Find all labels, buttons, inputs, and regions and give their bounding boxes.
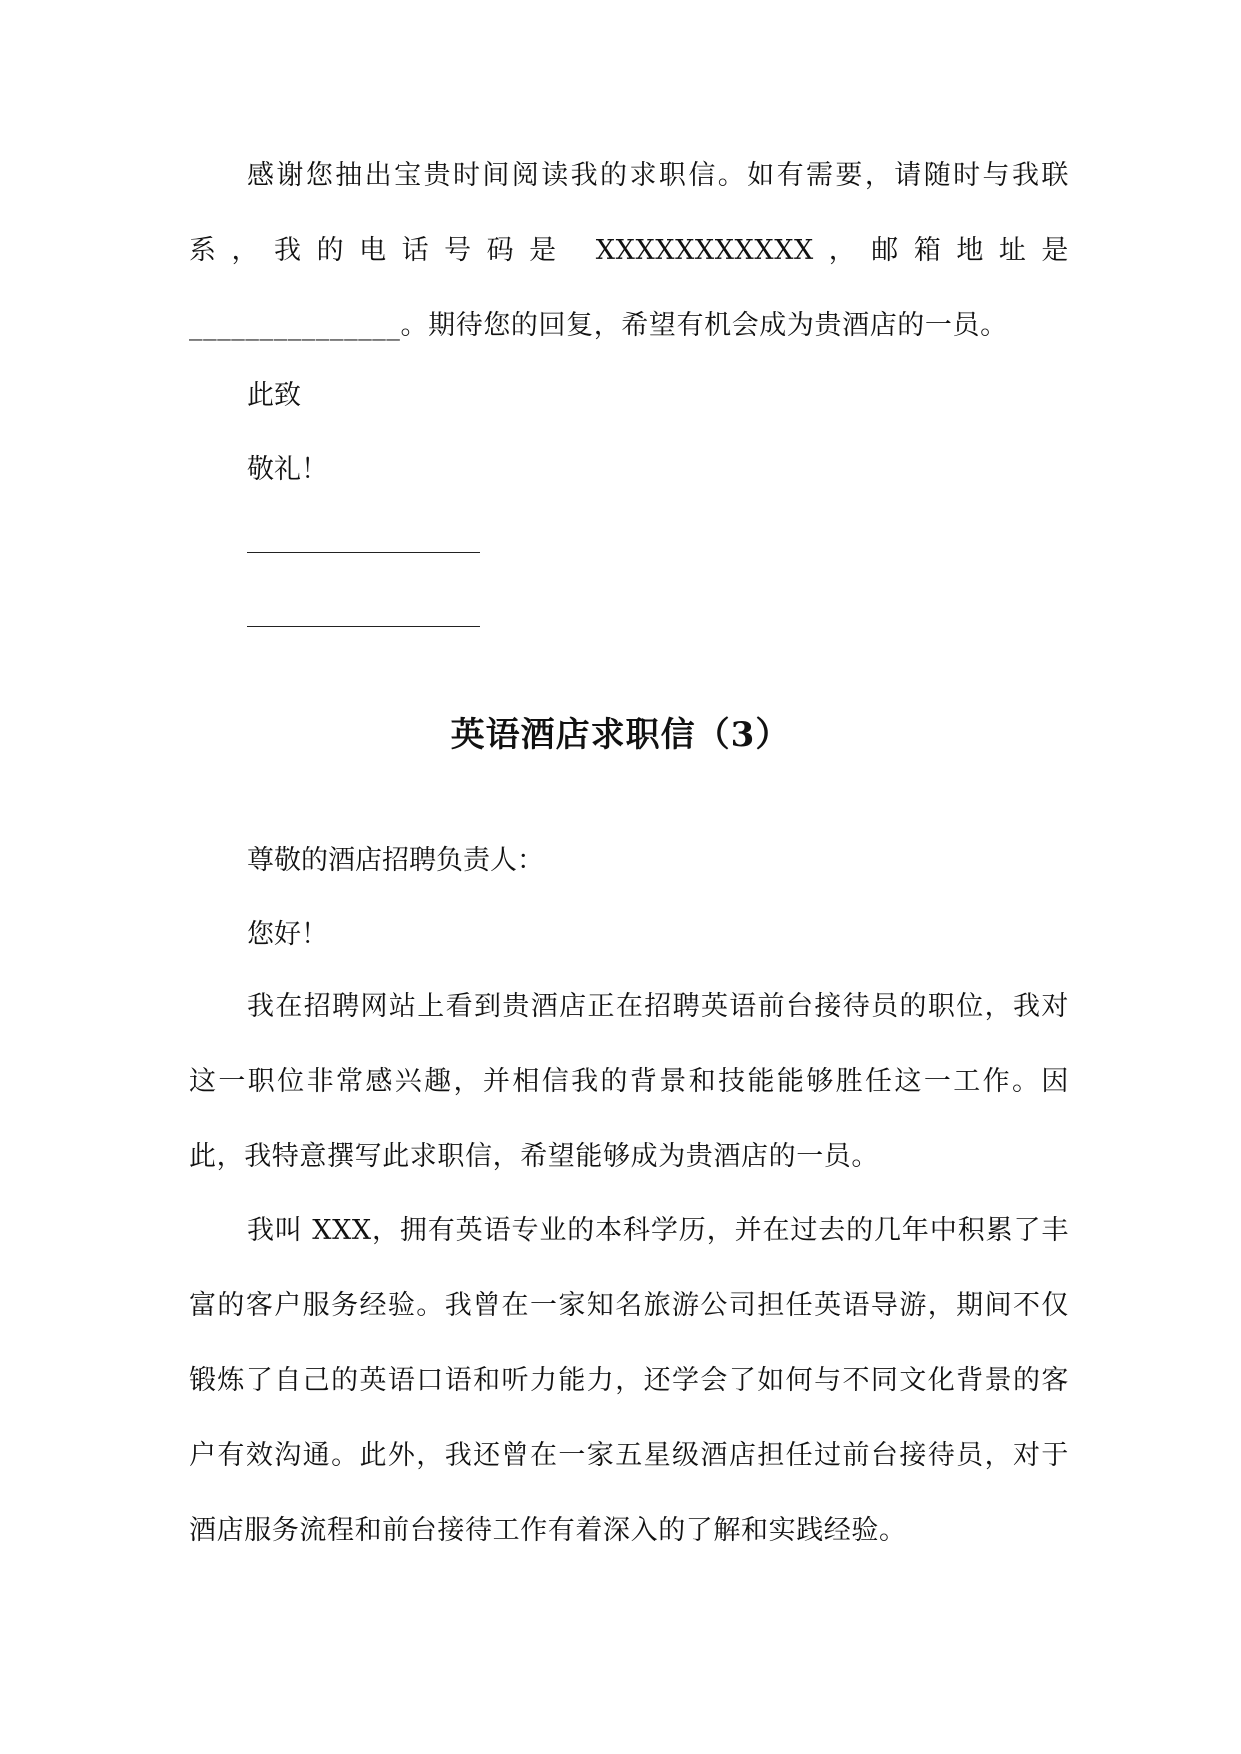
- closing-salutation-1: 此致: [247, 380, 301, 411]
- paragraph-2: 我叫 XXX，拥有英语专业的本科学历，并在过去的几年中积累了丰富的客户服务经验。我曾在一家知名旅游公司担任英语导游，期间不仅锻炼了自己的英语口语和听力能力，还学会了如何与不同文化背景的客户有效沟通。此外，我还曾在一家五星级酒店担任过前台接待员，对于酒店服务流程和前台接待工作有着深入的了解和实践经验。: [189, 1215, 1069, 1546]
- signature-date-line: [247, 626, 480, 627]
- signature-name-line: [247, 552, 480, 553]
- paragraph-1: 我在招聘网站上看到贵酒店正在招聘英语前台接待员的职位，我对这一职位非常感兴趣，并相信我的背景和技能能够胜任这一工作。因此，我特意撰写此求职信，希望能够成为贵酒店的一员。: [189, 991, 1069, 1172]
- section-title: 英语酒店求职信（3）: [450, 715, 791, 755]
- closing-paragraph: 感谢您抽出宝贵时间阅读我的求职信。如有需要，请随时与我联系，我的电话号码是 XXXXXXXXXXX，邮箱地址是_______________。期待您的回复，希望有机会成为贵酒店的一员。: [189, 160, 1069, 341]
- greeting-recipient: 尊敬的酒店招聘负责人：: [247, 845, 544, 876]
- greeting-hello: 您好！: [247, 919, 328, 950]
- closing-salutation-2: 敬礼！: [247, 454, 328, 485]
